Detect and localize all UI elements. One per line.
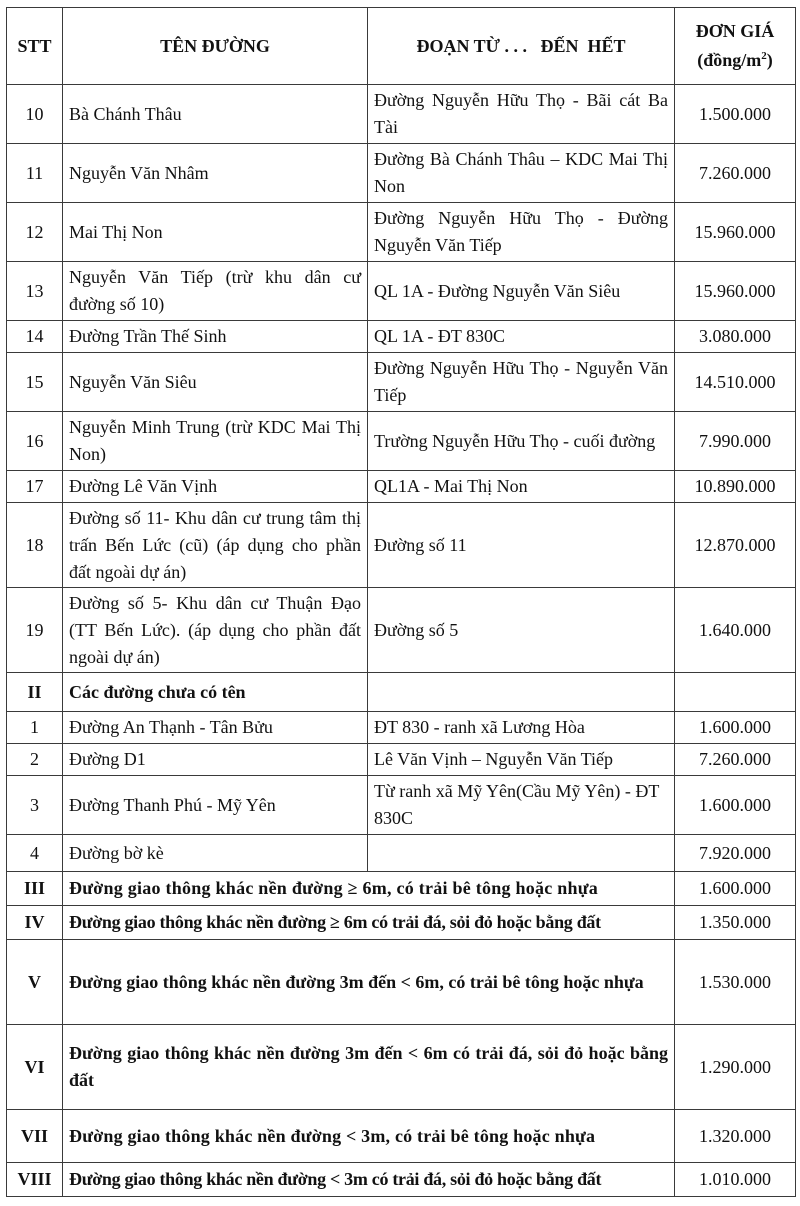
category-description: Đường giao thông khác nền đường < 3m, có trải bê tông hoặc nhựa [63,1110,675,1163]
row-segment: Đường Bà Chánh Thâu – KDC Mai Thị Non [368,144,675,203]
row-segment: Đường Nguyễn Hữu Thọ - Bãi cát Ba Tài [368,85,675,144]
category-row [7,940,796,1025]
table-row [7,503,796,588]
category-description: Đường giao thông khác nền đường 3m đến < 6m, có trải bê tông hoặc nhựa [63,940,675,1025]
row-segment: Đường Nguyễn Hữu Thọ - Nguyễn Văn Tiếp [368,353,675,412]
row-price: 12.870.000 [675,503,796,588]
row-street-name: Đường Thanh Phú - Mỹ Yên [63,776,368,835]
table-row [7,262,796,321]
row-street-name: Nguyễn Minh Trung (trừ KDC Mai Thị Non) [63,412,368,471]
category-price: 1.530.000 [675,940,796,1025]
row-stt: 10 [7,85,63,144]
table-row [7,776,796,835]
row-price: 1.600.000 [675,776,796,835]
table-row [7,85,796,144]
table-row [7,588,796,673]
table-row [7,144,796,203]
category-price: 1.290.000 [675,1025,796,1110]
category-description: Đường giao thông khác nền đường ≥ 6m, có trải bê tông hoặc nhựa [63,872,675,906]
row-stt: 12 [7,203,63,262]
category-row [7,872,796,906]
table-row [7,835,796,872]
category-stt: VII [7,1110,63,1163]
table-row [7,353,796,412]
section-header-row [7,673,796,712]
category-description: Đường giao thông khác nền đường ≥ 6m có trải đá, sỏi đỏ hoặc bằng đất [63,906,675,940]
category-row [7,1163,796,1197]
row-segment: Đường số 11 [368,503,675,588]
row-street-name: Đường D1 [63,744,368,776]
row-price: 10.890.000 [675,471,796,503]
row-stt: 18 [7,503,63,588]
row-price: 15.960.000 [675,262,796,321]
row-stt: 19 [7,588,63,673]
header-segment: ĐOẠN TỪ . . . ĐẾN HẾT [368,8,675,85]
row-segment: Đường số 5 [368,588,675,673]
row-segment: QL1A - Mai Thị Non [368,471,675,503]
category-row [7,1025,796,1110]
section-empty-cell [675,673,796,712]
row-stt: 15 [7,353,63,412]
row-segment [368,835,675,872]
row-stt: 11 [7,144,63,203]
row-stt: 13 [7,262,63,321]
category-stt: III [7,872,63,906]
category-row [7,906,796,940]
row-street-name: Đường số 11- Khu dân cư trung tâm thị trấn Bến Lức (cũ) (áp dụng cho phần đất ngoài dự án) [63,503,368,588]
section-empty-cell [368,673,675,712]
section-stt: II [7,673,63,712]
row-stt: 2 [7,744,63,776]
row-price: 1.500.000 [675,85,796,144]
table-row [7,471,796,503]
category-stt: V [7,940,63,1025]
table-row [7,744,796,776]
table-header-row [7,8,796,85]
header-street-name: TÊN ĐƯỜNG [63,8,368,85]
header-unit-price [675,8,796,85]
unit-superscript: 2 [761,50,767,62]
row-segment: Từ ranh xã Mỹ Yên(Cầu Mỹ Yên) - ĐT 830C [368,776,675,835]
row-price: 14.510.000 [675,353,796,412]
category-price: 1.010.000 [675,1163,796,1197]
row-street-name: Đường Trần Thế Sinh [63,321,368,353]
category-stt: VI [7,1025,63,1110]
row-segment: Trường Nguyễn Hữu Thọ - cuối đường [368,412,675,471]
row-street-name: Nguyễn Văn Nhâm [63,144,368,203]
table-row [7,712,796,744]
row-segment: ĐT 830 - ranh xã Lương Hòa [368,712,675,744]
row-price: 7.920.000 [675,835,796,872]
row-street-name: Đường số 5- Khu dân cư Thuận Đạo (TT Bến Lức). (áp dụng cho phần đất ngoài dự án) [63,588,368,673]
land-price-table [6,7,796,1197]
header-stt: STT [7,8,63,85]
row-street-name: Nguyễn Văn Tiếp (trừ khu dân cư đường số 10) [63,262,368,321]
row-price: 1.600.000 [675,712,796,744]
section-title: Các đường chưa có tên [63,673,368,712]
category-price: 1.600.000 [675,872,796,906]
row-stt: 3 [7,776,63,835]
row-street-name: Đường bờ kè [63,835,368,872]
header-unit-price-unit [697,50,773,70]
row-price: 7.260.000 [675,144,796,203]
row-street-name: Đường Lê Văn Vịnh [63,471,368,503]
category-description: Đường giao thông khác nền đường < 3m có trải đá, sỏi đỏ hoặc bằng đất [63,1163,675,1197]
category-price: 1.350.000 [675,906,796,940]
row-segment: Đường Nguyễn Hữu Thọ - Đường Nguyễn Văn Tiếp [368,203,675,262]
row-price: 7.990.000 [675,412,796,471]
row-price: 15.960.000 [675,203,796,262]
category-row [7,1110,796,1163]
unit-text: (đồng/m [697,50,762,70]
row-stt: 16 [7,412,63,471]
table-row [7,412,796,471]
category-stt: IV [7,906,63,940]
row-street-name: Mai Thị Non [63,203,368,262]
category-description: Đường giao thông khác nền đường 3m đến < 6m có trải đá, sỏi đỏ hoặc bằng đất [63,1025,675,1110]
row-segment: QL 1A - Đường Nguyễn Văn Siêu [368,262,675,321]
row-segment: Lê Văn Vịnh – Nguyễn Văn Tiếp [368,744,675,776]
row-street-name: Đường An Thạnh - Tân Bửu [63,712,368,744]
row-stt: 14 [7,321,63,353]
row-price: 1.640.000 [675,588,796,673]
row-street-name: Bà Chánh Thâu [63,85,368,144]
row-street-name: Nguyễn Văn Siêu [63,353,368,412]
row-price: 7.260.000 [675,744,796,776]
table-row [7,321,796,353]
row-segment: QL 1A - ĐT 830C [368,321,675,353]
unit-close: ) [766,50,773,70]
row-price: 3.080.000 [675,321,796,353]
row-stt: 1 [7,712,63,744]
row-stt: 4 [7,835,63,872]
row-stt: 17 [7,471,63,503]
category-price: 1.320.000 [675,1110,796,1163]
category-stt: VIII [7,1163,63,1197]
table-row [7,203,796,262]
header-unit-price-label: ĐƠN GIÁ [695,21,775,41]
